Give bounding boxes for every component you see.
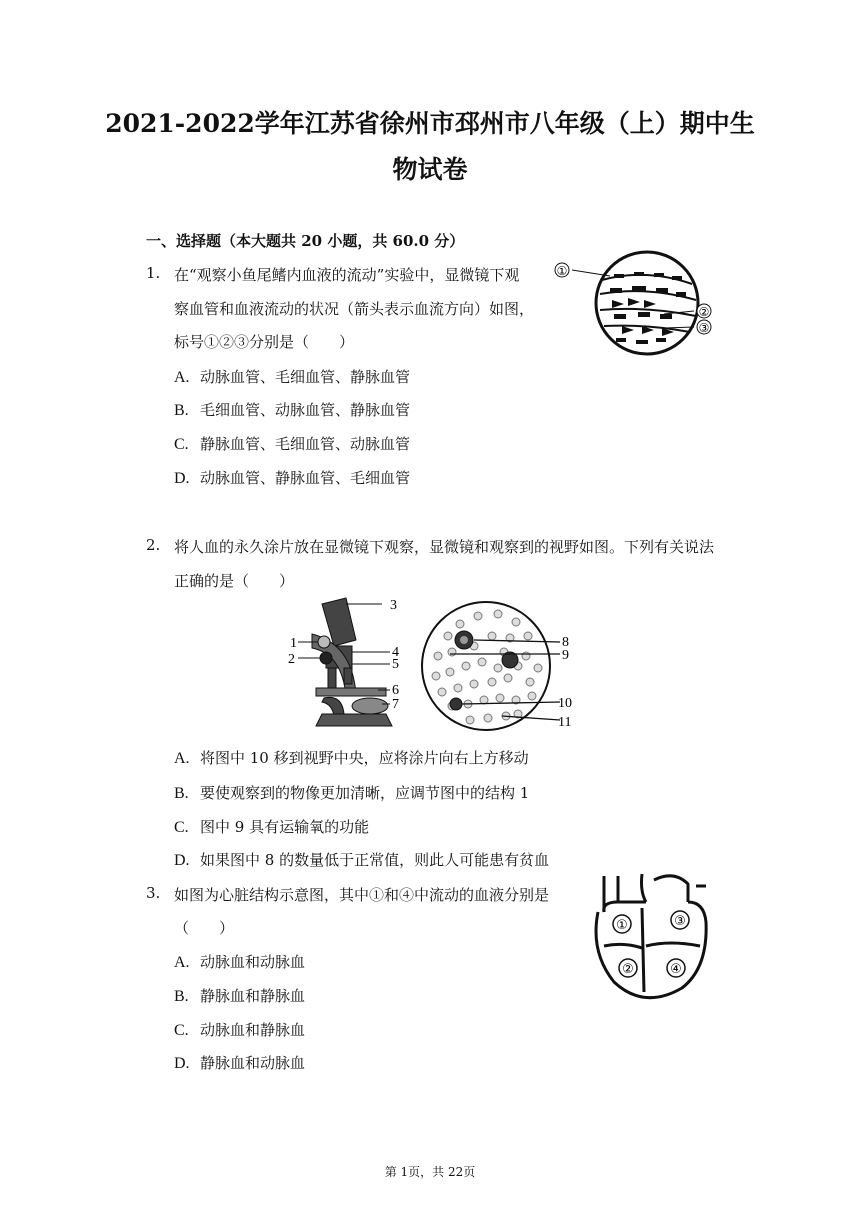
heart-label-1: ① <box>616 918 628 933</box>
blood-smear-label-11: 11 <box>558 715 572 730</box>
section-heading: 一、选择题（本大题共 20 小题，共 60.0 分） <box>146 232 465 250</box>
question-2-option-b: B. 要使观察到的物像更加清晰，应调节图中的结构 1 <box>174 784 530 802</box>
microscope-label-4: 4 <box>392 645 399 660</box>
blood-vessel-figure <box>552 250 722 360</box>
question-2-line-1: 将人血的永久涂片放在显微镜下观察，显微镜和观察到的视野如图。下列有关说法 <box>174 538 715 556</box>
microscope-label-5: 5 <box>392 657 399 672</box>
question-3-option-c: C. 动脉血和静脉血 <box>174 1021 306 1039</box>
microscope-label-7: 7 <box>392 697 399 712</box>
question-1-number: 1. <box>146 264 161 282</box>
question-3-option-b: B. 静脉血和静脉血 <box>174 987 306 1005</box>
blood-vessel-label-3: ③ <box>698 321 710 335</box>
exam-title-line2: 物试卷 <box>392 155 468 184</box>
microscope-figure <box>282 594 412 734</box>
heart-diagram-figure <box>584 872 714 1012</box>
heart-label-2: ② <box>622 962 634 977</box>
microscope-label-6: 6 <box>392 683 399 698</box>
question-1-option-a: A. 动脉血管、毛细血管、静脉血管 <box>174 368 411 386</box>
question-3-option-d: D. 静脉血和动脉血 <box>174 1054 306 1072</box>
question-1-option-b: B. 毛细血管、动脉血管、静脉血管 <box>174 401 411 419</box>
question-1-line-3: 标号①②③分别是（ ） <box>174 333 355 351</box>
question-3-line-1: 如图为心脏结构示意图，其中①和④中流动的血液分别是 <box>174 886 550 904</box>
blood-smear-label-8: 8 <box>562 635 569 650</box>
question-1-line-1: 在“观察小鱼尾鳍内血液的流动”实验中，显微镜下观 <box>174 266 520 284</box>
blood-smear-label-10: 10 <box>558 696 572 711</box>
blood-smear-label-9: 9 <box>562 648 569 663</box>
question-1-line-2: 察血管和血液流动的状况（箭头表示血流方向）如图， <box>174 300 535 318</box>
question-3-number: 3. <box>146 884 161 902</box>
microscope-label-2: 2 <box>288 652 295 667</box>
question-1-option-c: C. 静脉血管、毛细血管、动脉血管 <box>174 435 411 453</box>
question-2-option-c: C. 图中 9 具有运输氧的功能 <box>174 818 370 836</box>
question-1-option-d: D. 动脉血管、静脉血管、毛细血管 <box>174 469 411 487</box>
microscope-label-3: 3 <box>390 598 397 613</box>
question-3-option-a: A. 动脉血和动脉血 <box>174 953 306 971</box>
page-footer: 第 1页，共 22页 <box>384 1165 476 1179</box>
heart-label-3: ③ <box>674 914 686 929</box>
exam-title-line1: 2021-2022学年江苏省徐州市邳州市八年级（上）期中生 <box>105 109 755 138</box>
microscope-label-1: 1 <box>290 636 297 651</box>
blood-smear-figure <box>418 596 578 736</box>
question-2-option-d: D. 如果图中 8 的数量低于正常值，则此人可能患有贫血 <box>174 851 550 869</box>
question-2-number: 2. <box>146 536 161 554</box>
question-3-line-2: （ ） <box>174 919 235 937</box>
blood-vessel-label-2: ② <box>698 305 710 319</box>
heart-label-4: ④ <box>670 962 682 977</box>
question-2-line-2: 正确的是（ ） <box>174 572 295 590</box>
question-2-option-a: A. 将图中 10 移到视野中央，应将涂片向右上方移动 <box>174 749 529 767</box>
blood-vessel-label-1: ① <box>556 264 568 278</box>
